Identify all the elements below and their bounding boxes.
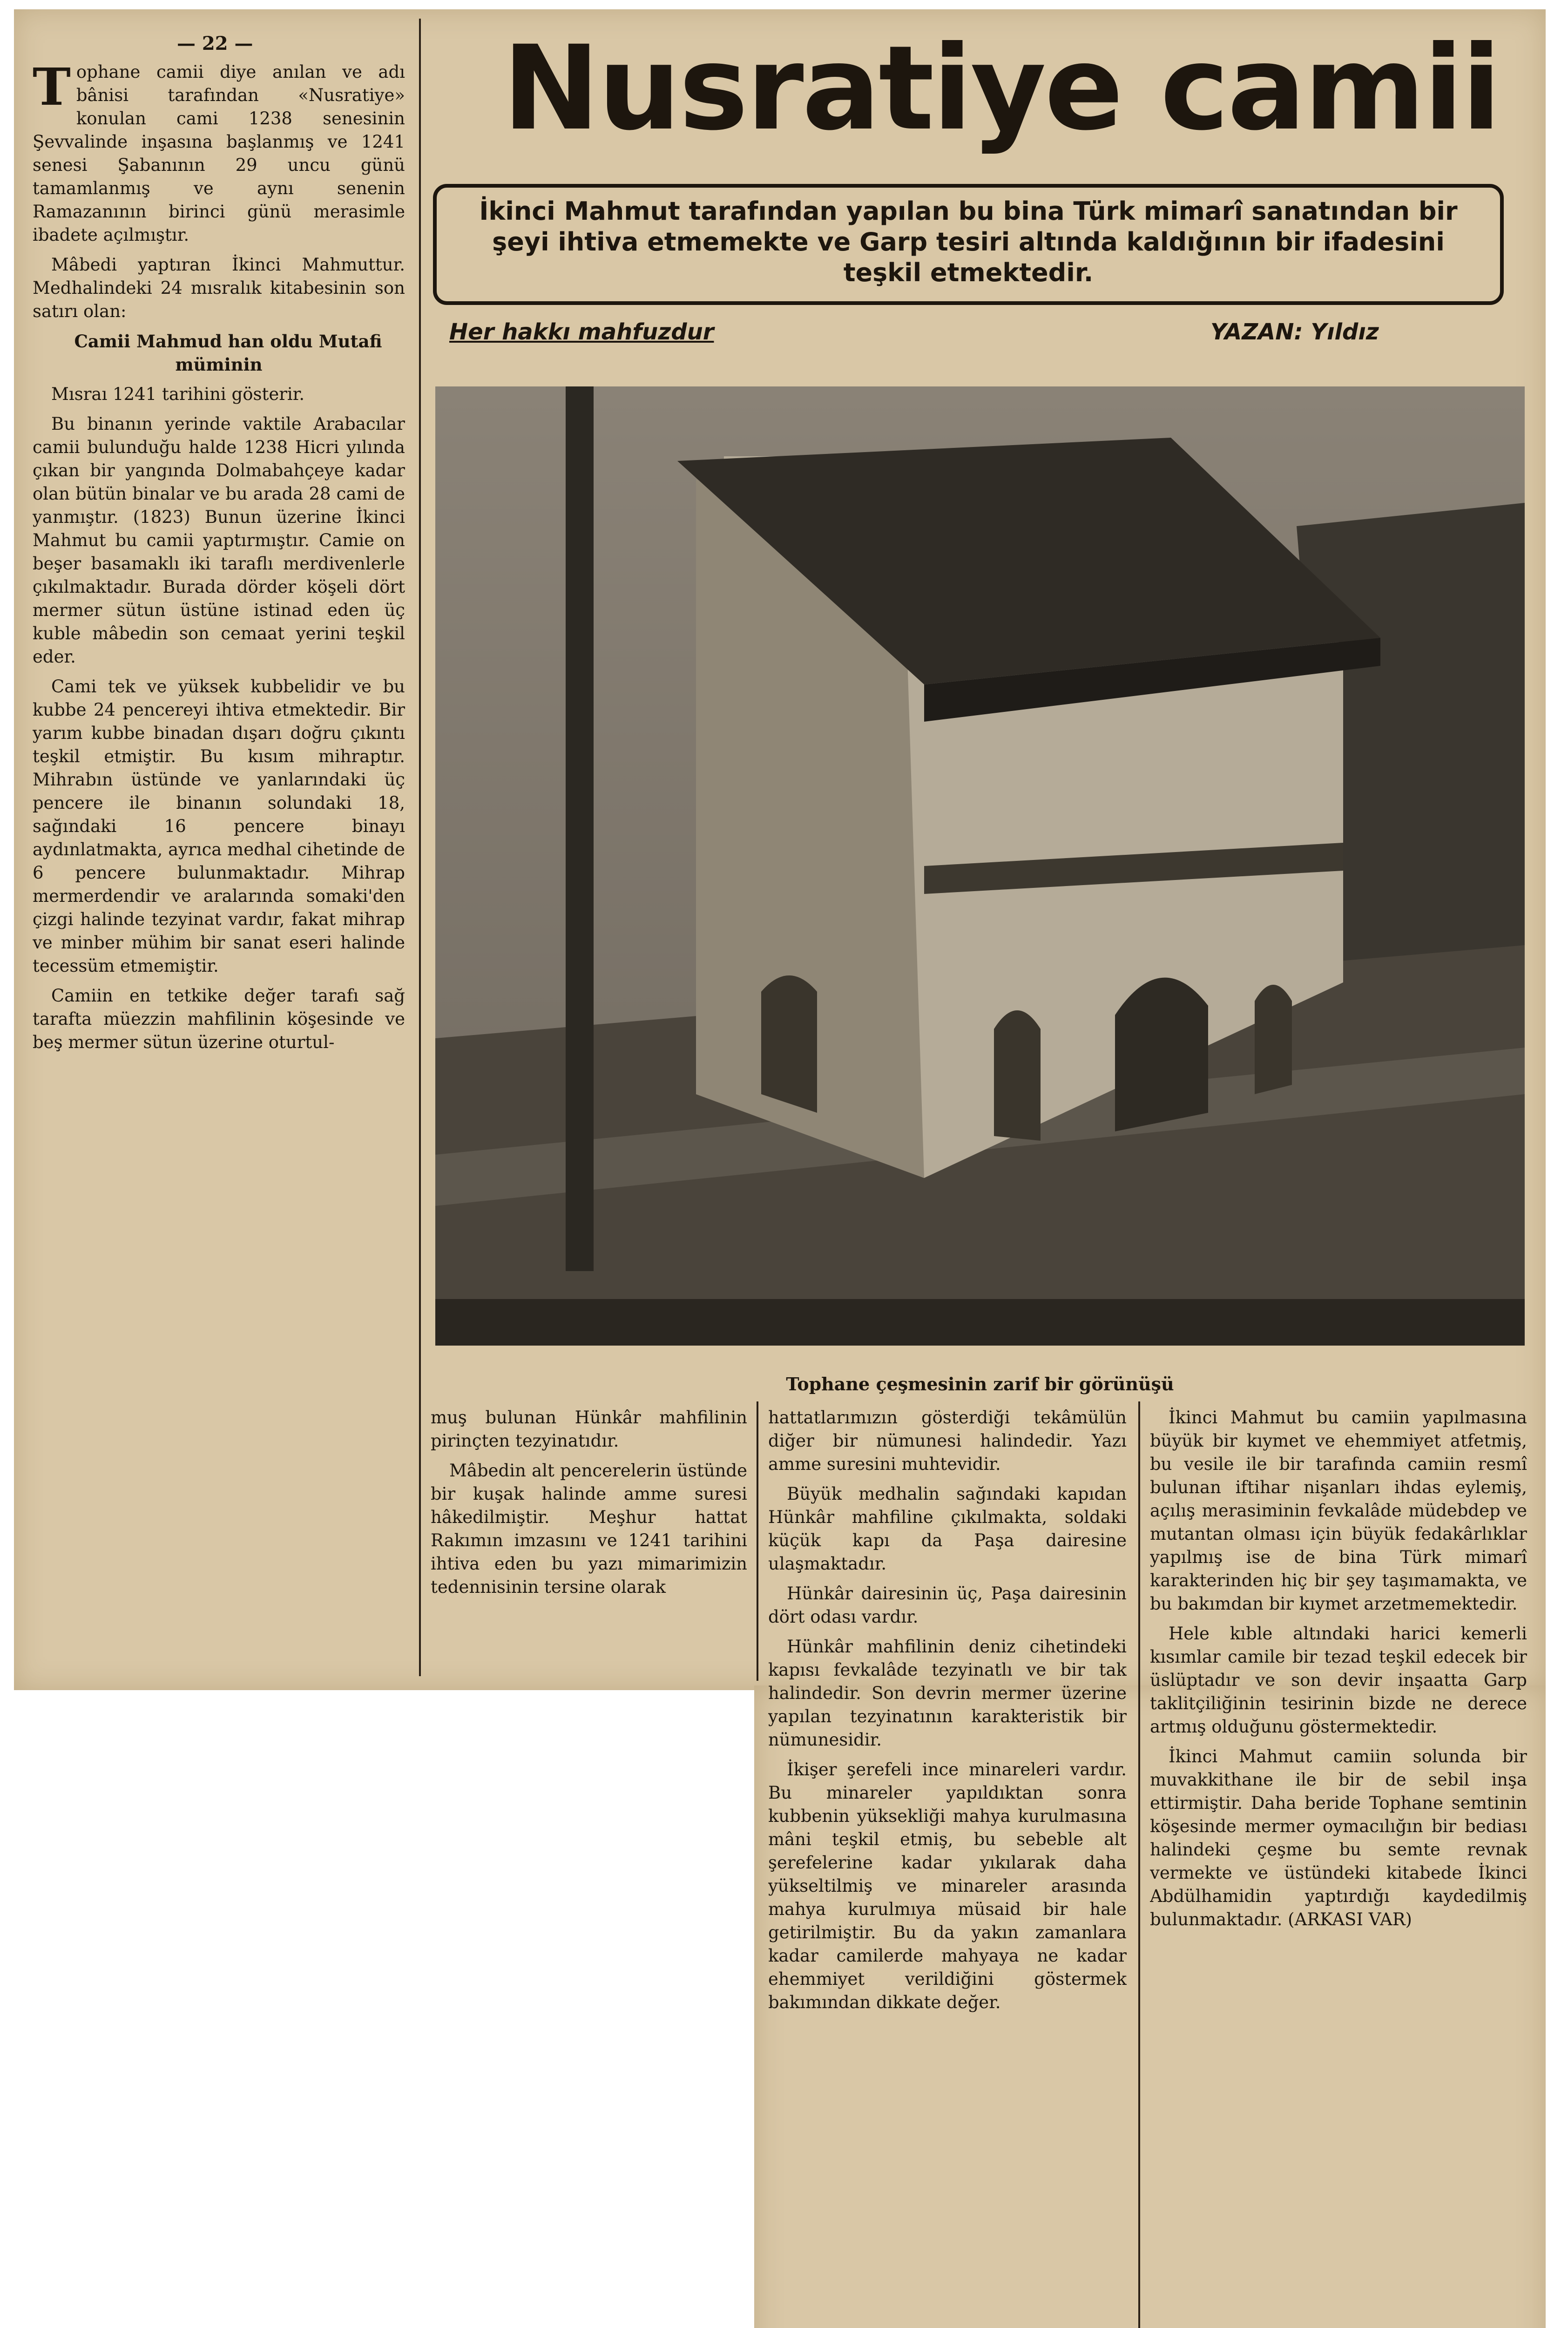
fountain-photo-image — [435, 386, 1525, 1346]
paragraph: ophane camii diye anılan ve adı bânisi tarafından «Nusratiye» konulan cami 1238 senesinin Şevvalinde inşasına başlanmış ve 1241 senesi Şabanının 29 uncu günü tamamlanmış ve aynı senenin Ramazanının birinci günü merasimle ibadete açılmıştır. — [33, 62, 405, 245]
paragraph: Mısraı 1241 tarihini gösterir. — [51, 384, 305, 404]
paragraph: Mâbedin alt pencerelerin üstünde bir kuşak halinde amme suresi hâkedilmiştir. Meşhur hattat Rakımın imzasını ve 1241 tarihini ihtiva eden bu yazı mimarimizin tedennisinin tersine olarak — [431, 1461, 747, 1597]
paragraph: İkinci Mahmut bu camiin yapılmasına büyük bir kıymet ve ehemmiyet atfetmiş, bu vesile ile bir tarafında camiin resmî bulunan iftihar nişanları ihdas eylemiş, açılış merasiminin fevkalâde müdebdep ve mutantan olması için büyük fedakârlıklar yapılmış ise de bina Türk mimarî karakterinden hiç bir şey taşımamakta, ve bu bakımdan bir kıymet arzetmemektedir. — [1150, 1408, 1527, 1614]
paragraph: Cami tek ve yüksek kubbelidir ve bu kubbe 24 pencereyi ihtiva etmektedir. Bir yarım kubbe binadan dışarı doğru çıkıntı teşkil etmiştir. Bu kısım mihraptır. Mihrabın üstünde ve yanlarındaki üç pencere ile binanın solundaki 18, sağındaki 16 pencere binayı aydınlatmakta, ayrıca medhal cihetinde de 6 pencere bulunmaktadır. Mihrap mermerdendir ve aralarında somaki'den çizgi halinde tezyinat vardır, fakat mihrap ve minber mühim bir sanat eseri halinde tecessüm etmemiştir. — [33, 677, 405, 976]
paragraph: Bu binanın yerinde vaktile Arabacılar camii bulunduğu halde 1238 Hicri yılında çıkan bir yangında Dolmabahçeye kadar olan bütün binalar ve bu arada 28 cami de yanmıştır. (1823) Bunun üzerine İkinci Mahmut bu camii yaptırmıştır. Camie on beşer basamaklı iki taraflı merdivenlerle çıkılmaktadır. Burada dörder köşeli dört mermer sütun üstüne istinad eden üç kuble mâbedin son cemaat yerini teşkil eder. — [33, 414, 405, 667]
headline: Nusratiye camii — [502, 20, 1500, 156]
copyright-notice: Her hakkı mahfuzdur — [449, 319, 714, 345]
column-rule — [1138, 1401, 1140, 2328]
inscription-quote: Camii Mahmud han oldu Mutafi müminin — [74, 331, 382, 375]
paragraph: Hele kıble altındaki harici kemerli kısımlar camile bir tezad teşkil edecek bir üslüptadır ve son devir inşaatta Garp taklitçiliğinin tesirinin bizde ne derece artmış olduğunu göstermektedir. — [1150, 1624, 1527, 1737]
column-rule — [757, 1401, 758, 1681]
drop-cap: T — [33, 61, 71, 117]
paragraph: Hünkâr mahfilinin deniz cihetindeki kapısı fevkalâde tezyinatlı ve bir tak halindedir. Son devrin mermer üzerine yapılan tezyinatının karakteristik bir nümunesidir. — [768, 1637, 1127, 1750]
fountain-caption: Tophane çeşmesinin zarif bir görünüşü — [786, 1374, 1174, 1394]
paragraph: İkişer şerefeli ince minareleri vardır. Bu minareler yapıldıktan sonra kubbenin yüksekliği mahya kurulmasına mâni teşkil etmiş, bu sebeble alt şerefelerine kadar yıkılarak daha yükseltilmiş ve minareler arasında mahya kurulmıya müsaid bir hale getirilmiştir. Bu da yakın zamanlara kadar camilerde mahyaya ne kadar ehemmiyet verildiğini göstermek bakımından dikkate değer. — [768, 1760, 1127, 2012]
author-byline: YAZAN: Yıldız — [1210, 319, 1379, 345]
article-column-3 — [768, 1406, 1127, 2328]
article-column-1 — [33, 61, 405, 1676]
article-column-4 — [1150, 1406, 1527, 2328]
paragraph: muş bulunan Hünkâr mahfilinin pirinçten tezyinatıdır. — [431, 1408, 747, 1451]
column-rule — [419, 19, 421, 1676]
paragraph: İkinci Mahmut camiin solunda bir muvakkithane ile bir de sebil inşa ettirmiştir. Daha beride Tophane semtinin köşesinde mermer oymacılığın bir bediası halindeki çeşme bu semte revnak vermekte ve üstündeki kitabede İkinci Abdülhamidin yaptırdığı kaydedilmiş bulunmaktadır. (ARKASI VAR) — [1150, 1746, 1527, 1929]
paragraph: hattatlarımızın gösterdiği tekâmülün diğer bir nümunesi halindedir. Yazı amme suresini muhtevidir. — [768, 1408, 1127, 1474]
page-number: — 22 — — [177, 33, 253, 54]
deck-box: İkinci Mahmut tarafından yapılan bu bina Türk mimarî sanatından bir şeyi ihtiva etmemekte ve Garp tesiri altında kaldığının bir ifadesini teşkil etmektedir. — [433, 184, 1504, 305]
paragraph: Mâbedi yaptıran İkinci Mahmuttur. Medhalindeki 24 mısralık kitabesinin son satırı olan: — [33, 255, 405, 321]
article-column-2 — [431, 1406, 747, 1676]
paragraph: Büyük medhalin sağındaki kapıdan Hünkâr mahfiline çıkılmakta, soldaki küçük kapı da Paşa dairesine ulaşmaktadır. — [768, 1484, 1127, 1574]
paragraph: Hünkâr dairesinin üç, Paşa dairesinin dört odası vardır. — [768, 1584, 1127, 1627]
fountain-photo — [435, 386, 1525, 1346]
paragraph: Camiin en tetkike değer tarafı sağ tarafta müezzin mahfilinin köşesinde ve beş mermer sütun üzerine oturtul- — [33, 986, 405, 1052]
